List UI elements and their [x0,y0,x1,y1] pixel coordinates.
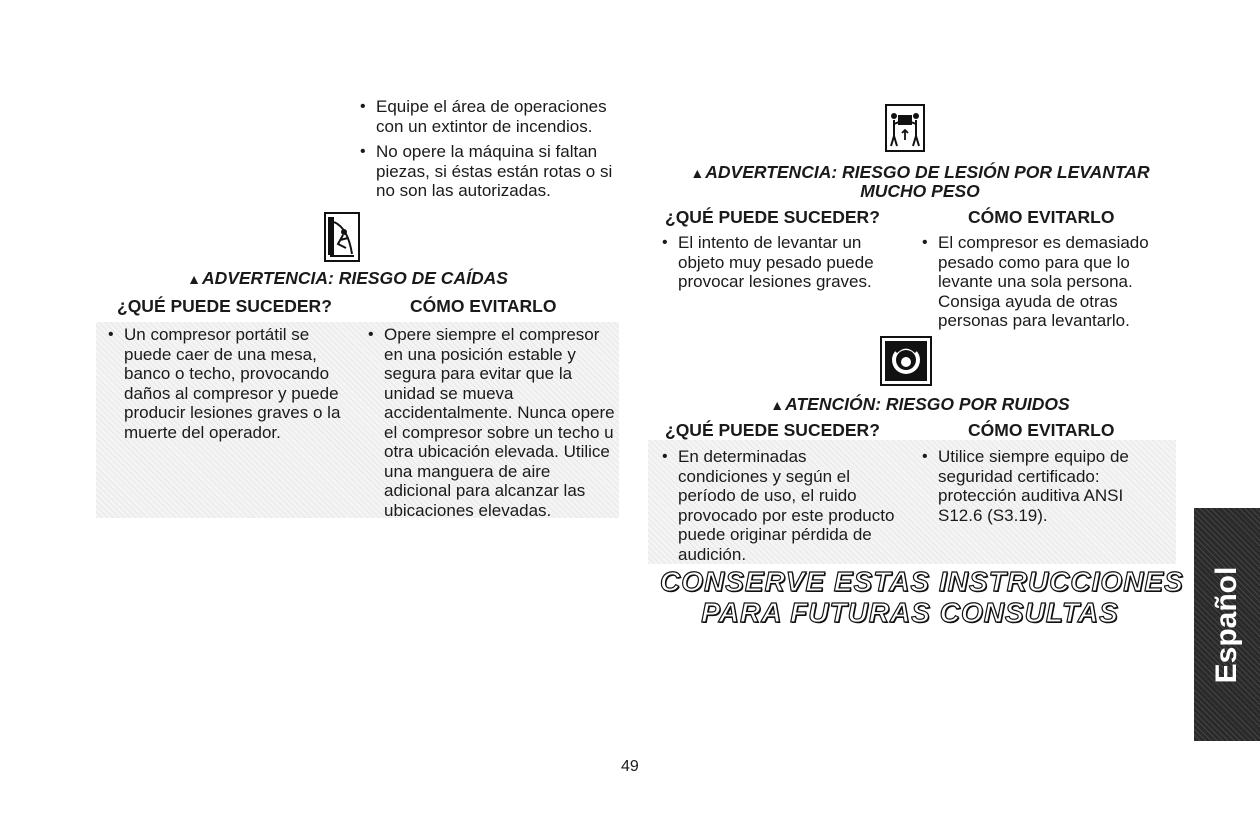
list-item: • Utilice siempre equipo de seguridad certificado: protección auditiva ANSI S12.6 (S3.19). [920,447,1130,525]
language-tab-label: Español [1210,566,1243,683]
falls-what-list [106,325,346,442]
noise-how-list [920,447,1130,525]
language-side-tab [1194,508,1260,741]
warning-triangle-icon: ▲ [690,165,705,181]
noise-what-header: ¿QUÉ PUEDE SUCEDER? [665,420,880,440]
falls-warning-title: ▲ADVERTENCIA: RIESGO DE CAÍDAS [187,268,508,288]
save-instructions-line-1: CONSERVE ESTAS INSTRUCCIONES [660,566,1184,597]
warning-triangle-icon: ▲ [187,271,201,287]
lifting-how-header: CÓMO EVITARLO [968,207,1115,227]
ear-protection-icon [880,336,932,386]
lifting-warning-title: ▲ADVERTENCIA: RIESGO DE LESIÓN POR LEVANTAR [690,162,1150,182]
noise-warning-title: ▲ATENCIÓN: RIESGO POR RUIDOS [770,394,1070,414]
lifting-warning-title-2: MUCHO PESO [860,181,980,201]
top-bullet-list [358,97,613,201]
page-number: 49 [621,758,639,775]
noise-what-list [660,447,900,564]
list-item: • Un compresor portátil se puede caer de una mesa, banco o techo, provocando daños al compresor y puede producir lesiones graves o la muerte del operador. [106,325,346,442]
falling-person-icon [324,212,360,262]
two-person-lift-icon [885,104,925,152]
lifting-what-list [660,233,890,292]
list-item: • Opere siempre el compresor en una posición estable y segura para evitar que la unidad se mueva accidentalmente. Nunca opere el compresor sobre un techo u otra ubicación elevada. Utilice una manguera de aire adicional para alcanzar las ubicaciones elevadas. [366,325,616,520]
list-item: • El compresor es demasiado pesado como para que lo levante una sola persona. Consiga ayuda de otras personas para levantarlo. [920,233,1175,331]
list-item: • No opere la máquina si faltan piezas, si éstas están rotas o si no son las autorizadas. [358,142,613,201]
lifting-how-list [920,233,1175,331]
falls-how-header: CÓMO EVITARLO [410,296,557,316]
warning-triangle-icon: ▲ [770,397,785,413]
save-instructions-line-2: PARA FUTURAS CONSULTAS [701,597,1119,628]
list-item: • Equipe el área de operaciones con un extintor de incendios. [358,97,613,136]
noise-how-header: CÓMO EVITARLO [968,420,1115,440]
falls-what-header: ¿QUÉ PUEDE SUCEDER? [117,296,332,316]
falls-how-list [366,325,616,520]
lifting-what-header: ¿QUÉ PUEDE SUCEDER? [665,207,880,227]
list-item: • El intento de levantar un objeto muy pesado puede provocar lesiones graves. [660,233,890,292]
list-item: • En determinadas condiciones y según el período de uso, el ruido provocado por este producto puede originar pérdida de audición. [660,447,900,564]
